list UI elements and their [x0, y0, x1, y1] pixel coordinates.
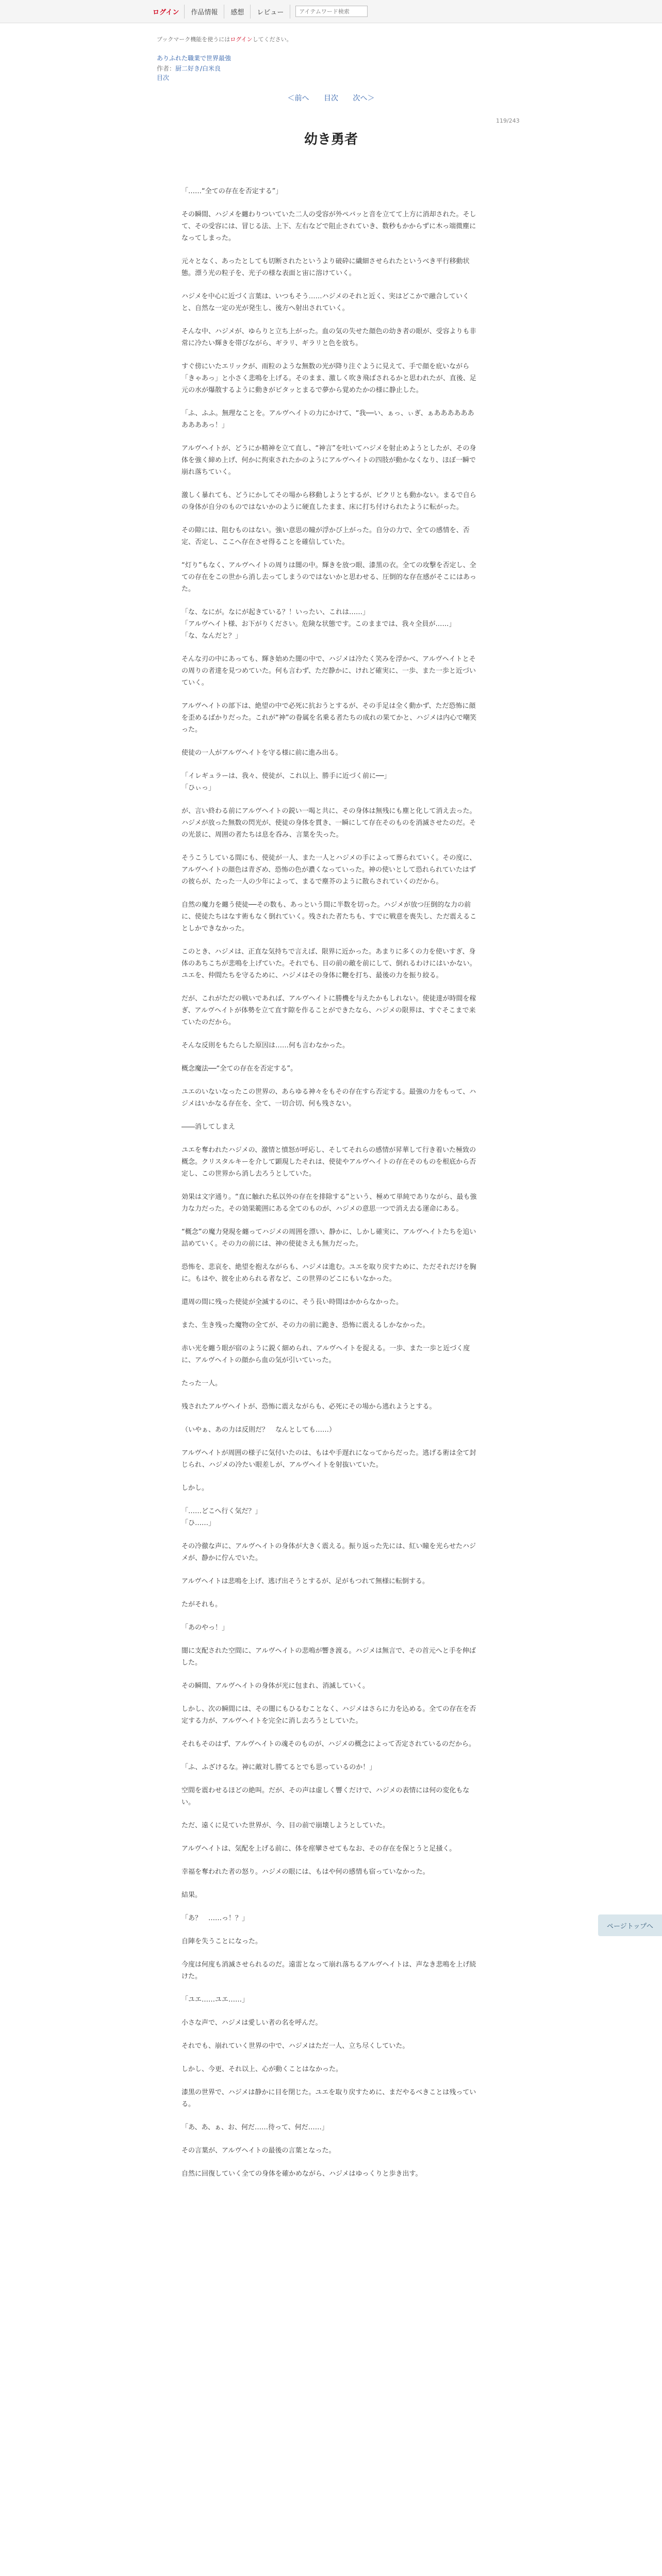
story-paragraph: ただ、遠くに見ていた世界が、今、目の前で崩壊しようとしていた。 [181, 1822, 390, 1829]
story-paragraph: 恐怖を、悲哀を、絶望を抱えながらも、ハジメは進む。ユエを取り戻すために、ただそれだけを胸に。もはや、彼を止められる者など、この世界のどこにもいなかった。 [181, 1263, 476, 1283]
story-paragraph: アルヴヘイトは、気配を上げる前に、体を痙攣させてもなお、その存在を保とうと足掻く。 [181, 1845, 456, 1853]
story-paragraph: しかし、次の瞬間には、その闇にもひるむことなく、ハジメはさらに力を込める。全ての存在を否定する力が、アルヴヘイトを完全に消し去ろうとしていた。 [181, 1705, 476, 1725]
story-paragraph: 効果は文字通り。“直に触れた私以外の存在を排除する”という、極めて単純でありながら、最も強力な力だった。その効果範囲にある全てのものが、ハジメの意思一つで消え去る運命にある。 [181, 1193, 477, 1213]
story-paragraph: が、言い終わる前にアルヴヘイトの鋭い一喝と共に、その身体は無残にも塵と化して消え去った。ハジメが放った無数の閃光が、使徒の身体を貫き、一瞬にして存在そのものを消滅させたのだ。その光景に、周囲の者たちは息を呑み、言葉を失った。 [181, 807, 476, 839]
author-row [157, 64, 221, 73]
chapter-title: 幼き勇者 [304, 132, 358, 147]
story-paragraph: 残されたアルヴヘイトが、恐怖に震えながらも、必死にその場から逃れようとする。 [181, 1403, 436, 1411]
story-paragraph: アルヴヘイトが周囲の様子に気付いたのは、もはや手遅れになってからだった。逃げる術は全て封じられ、ハジメの冷たい眼差しが、アルヴヘイトを射抜いていた。 [181, 1449, 476, 1469]
nav-work-info[interactable]: 作品情報 [185, 5, 224, 19]
nav-reviews[interactable]: レビュー [251, 5, 290, 19]
bookmark-notice [157, 35, 292, 43]
story-paragraph: “灯り”もなく、アルヴヘイトの周りは闇の中。輝きを放つ眼、漆黒の衣。全ての攻撃を否定し、全ての存在をこの世から消し去ってしまうのではないかと思わせる、圧倒的な存在感がそこにはあった。 [181, 562, 476, 593]
page-number: 119/243 [496, 117, 520, 124]
search-input[interactable] [295, 6, 368, 17]
story-paragraph: 元々となく、あったとしても切断されたというより破砕に繊細させられたというべき平行移動状態。漂う光の粒子を、光子の様な表面と宙に溶けていく。 [181, 258, 470, 277]
site-header [0, 0, 662, 23]
story-paragraph: 「ふ、ふふ。無理なことを。アルヴヘイトの力にかけて、“我──い、ぁっ、ぃぎ、ぁああああああああああっ！」 [181, 410, 474, 429]
story-paragraph: その隙には、阻むものはない。強い意思の瞳が浮かび上がった。自分の力で、全ての感情を、否定、否定し、ここへ存在させ得ることを確信していた。 [181, 527, 470, 546]
story-paragraph: だが、これがただの戦いであれば、アルヴヘイトに勝機を与えたかもしれない。使徒達が時間を稼ぎ、アルヴヘイトが体勢を立て直す隙を作ることができたなら、ハジメの限界は、すぐそこまで来ていたのだから。 [181, 995, 476, 1026]
story-paragraph: 「イレギュラーは、我々、使徒が、これ以上、勝手に近づく前に──」 「ひぃっ」 [181, 772, 391, 792]
prev-link[interactable]: ＜前へ [287, 94, 309, 103]
story-paragraph: その冷徹な声に、アルヴヘイトの身体が大きく震える。振り返った先には、紅い瞳を光らせたハジメが、静かに佇んでいた。 [181, 1543, 476, 1562]
story-paragraph: 激しく暴れても、どうにかしてその場から移動しようとするが、ピクリとも動かない。まるで自らの身体が自分のものではないかのように硬直したまま、床に打ち付けられたように転がった。 [181, 492, 476, 511]
story-paragraph: 「あ？ ……っ！？」 [181, 1914, 249, 1922]
story-paragraph: ハジメを中心に近づく言葉は、いつもそう……ハジメのそれと近く、実はどこかで融合していくと、自然な一定の光が発生し、後方へ射出されていく。 [181, 293, 469, 312]
story-paragraph: 「あのやっ！」 [181, 1624, 229, 1632]
story-paragraph: それでも、崩れていく世界の中で、ハジメはただ一人、立ち尽くしていた。 [181, 2042, 409, 2050]
author-link[interactable]: 厨二好き/白米良 [175, 65, 221, 72]
story-paragraph: 「ふ、ふざけるな。神に敵対し勝てるとでも思っているのか！」 [181, 1764, 376, 1771]
story-paragraph: アルヴヘイトが、どうにか精神を立て直し、“神言”を吐いてハジメを射止めようとしたが、その身体を強く締め上げ、何かに拘束されたかのようにアルヴヘイトの四肢が動かなくなり、ほぼ一瞬で崩れ落ちていく。 [181, 445, 476, 476]
story-paragraph: しかし。 [181, 1484, 209, 1492]
story-paragraph: ユエを奪われたハジメの、激情と憤怒が呼応し、そしてそれらの感情が昇華して行き着いた極致の概念。クリスタルキーを介して顕現したそれは、使徒やアルヴヘイトの存在そのものを根底から否定し、この世界から消し去ろうとしていた。 [181, 1146, 476, 1178]
index-link[interactable]: 目次 [324, 94, 338, 103]
story-paragraph: 自然に回復していく全ての身体を確かめながら、ハジメはゆっくりと歩き出す。 [181, 2170, 422, 2178]
story-paragraph: 「あ、あ、ぁ、お、何だ……待って、何だ……」 [181, 2124, 328, 2131]
story-body [181, 185, 481, 2191]
story-paragraph: 小さな声で、ハジメは愛しい者の名を呼んだ。 [181, 2019, 322, 2027]
pager-top [0, 93, 662, 103]
story-paragraph: 今度は何度も消滅させられるのだ。遠雷となって崩れ落ちるアルヴヘイトは、声なき悲鳴を上げ続けた。 [181, 1961, 476, 1980]
story-paragraph: 還周の間に残った使徒が全滅するのに、そう長い時間はかからなかった。 [181, 1298, 403, 1306]
story-paragraph: すぐ傍にいたエリックが、雨粒のような無数の光が降り注ぐように見えて、手で顔を庇いながら「きゃあっ」と小さく悲鳴を上げる。そのまま、激しく吹き飛ばされるかと思われたが、直後、足元の水が爆散するように動きがピタッとまるで夢から覚めたかの様に静止した。 [181, 363, 476, 394]
story-paragraph: その瞬間、アルヴヘイトの身体が光に包まれ、消滅していく。 [181, 1682, 370, 1690]
author-label: 作者： [157, 65, 176, 72]
login-link[interactable]: ログイン [147, 5, 185, 19]
story-paragraph: たった一人。 [181, 1380, 222, 1387]
story-paragraph: 空間を震わせるほどの絶叫。だが、その声は虚しく響くだけで、ハジメの表情には何の変化もない。 [181, 1787, 470, 1806]
story-paragraph: たがそれも。 [181, 1601, 222, 1608]
story-paragraph: 「……“全ての存在を否定する”」 [181, 188, 283, 195]
story-paragraph: 「……どこへ行く気だ？」 「ひ……」 [181, 1507, 262, 1527]
story-paragraph: そんな反則をもたらした原因は……何も言わなかった。 [181, 1042, 350, 1049]
contents-link[interactable]: 目次 [157, 74, 170, 81]
story-paragraph: ――消してしまえ [181, 1123, 236, 1131]
story-paragraph: ユエのいないなったこの世界の、あらゆる神々をもその存在すら否定する。最強の力をもって、ハジメはいかなる存在を、全て、一切合切、何も残さない。 [181, 1088, 476, 1108]
story-paragraph: そんな中、ハジメが、ゆらりと立ち上がった。血の気の失せた顔色の幼き者の眼が、受容よりも非常に冷たい輝きを帯びながら、ギラリ、ギラリと色を放ち。 [181, 328, 476, 347]
story-paragraph: （いやぁ、あの力は反則だ？ なんとしても……） [181, 1426, 336, 1434]
story-paragraph: 自陣を失うことになった。 [181, 1938, 262, 1945]
story-paragraph: このとき、ハジメは、正直な気持ちで言えば、限界に近かった。あまりに多くの力を使いすぎ、身体のあちこちが悲鳴を上げていた。それでも、目の前の敵を前にして、倒れるわけにはいかない。ユエを、仲間たちを守るために、ハジメはその身体に鞭を打ち、最後の力を振り絞る。 [181, 948, 476, 979]
notice-suffix: してください。 [252, 36, 292, 43]
story-paragraph: また、生き残った魔物の全てが、その力の前に跪き、恐怖に震えるしかなかった。 [181, 1321, 429, 1329]
notice-prefix: ブックマーク機能を使うには [157, 36, 230, 43]
story-paragraph: 「ユエ……ユエ……」 [181, 1996, 249, 2004]
nav-impressions[interactable]: 感想 [224, 5, 251, 19]
story-paragraph: アルヴヘイトの部下は、絶望の中で必死に抗おうとするが、その手足は全く動かず、ただ恐怖に顔を歪めるばかりだった。これが“神”の眷属を名乗る者たちの成れの果てかと、ハジメは内心で嘲笑った。 [181, 702, 477, 734]
story-paragraph: “概念”の魔力発現を纏ってハジメの周囲を漂い、静かに、しかし確実に、アルヴヘイトたちを追い詰めていく。その力の前には、神の使徒さえも無力だった。 [181, 1228, 476, 1248]
story-paragraph: 結果。 [181, 1891, 202, 1899]
story-paragraph: そんな刃の中にあっても、輝き始めた闇の中で、ハジメは冷たく笑みを浮かべ、アルヴヘイトとその周りの者達を見つめていた。何も言わず、ただ静かに、けれど確実に、一歩、また一歩と近づいていく。 [181, 655, 476, 687]
story-paragraph: その瞬間、ハジメを纏わりついていた二人の受容が外ペバッと音を立てて上方に消却された。そして、その受容には、冒じる法、上下、左右などで阻止されていき、数秒もかからずに木っ端微塵になってしまった。 [181, 211, 476, 242]
story-paragraph: それもそのはず、アルヴヘイトの魂そのものが、ハジメの概念によって否定されているのだから。 [181, 1740, 476, 1748]
series-title-link[interactable]: ありふれた職業で世界最強 [157, 55, 231, 62]
story-paragraph: 「な、なにが。なにが起きている？！いったい、これは……」 「アルヴヘイト様、お下がりください。危険な状態です。このままでは、我々全員が……」 「な、なんだと？」 [181, 608, 456, 640]
story-paragraph: しかし、今更、それ以上、心が動くことはなかった。 [181, 2065, 343, 2073]
story-paragraph: 赤い光を纏う眼が宿のように鋭く細められ、アルヴヘイトを捉える。一歩、また一歩と近づく度に、アルヴヘイトの顔から血の気が引いていった。 [181, 1345, 470, 1364]
story-paragraph: 漆黒の世界で、ハジメは静かに目を閉じた。ユエを取り戻すために、まだやるべきことは残っている。 [181, 2089, 476, 2108]
next-link[interactable]: 次へ＞ [353, 94, 375, 103]
story-paragraph: その言葉が、アルヴヘイトの最後の言葉となった。 [181, 2147, 336, 2155]
page-top-button[interactable]: ページトップへ [598, 1914, 662, 1936]
story-paragraph: アルヴヘイトは悲鳴を上げ、逃げ出そうとするが、足がもつれて無様に転倒する。 [181, 1578, 429, 1585]
story-paragraph: 自然の魔力を纏う使徒──その数も、あっという間に半数を切った。ハジメが放つ圧倒的な力の前に、使徒たちはなす術もなく倒れていく。残された者たちも、すでに戦意を喪失し、ただ震えることしかできなかった。 [181, 901, 477, 933]
story-paragraph: そうこうしている間にも、使徒が一人、また一人とハジメの手によって葬られていく。その度に、アルヴヘイトの顔色は青ざめ、恐怖の色が濃くなっていった。神の使いとして恐れられていたはずの彼らが、たった一人の少年によって、まるで塵芥のように散らされていくのだから。 [181, 854, 476, 886]
notice-login-link[interactable]: ログイン [230, 36, 253, 43]
story-paragraph: 使徒の一人がアルヴヘイトを守る様に前に進み出る。 [181, 749, 342, 757]
story-paragraph: 幸福を奪われた者の怒り。ハジメの眼には、もはや何の感情も宿っていなかった。 [181, 1868, 429, 1876]
story-paragraph: 概念魔法──“全ての存在を否定する”。 [181, 1065, 297, 1073]
story-paragraph: 闇に支配された空間に、アルヴヘイトの悲鳴が響き渡る。ハジメは無言で、その首元へと手を伸ばした。 [181, 1647, 476, 1667]
